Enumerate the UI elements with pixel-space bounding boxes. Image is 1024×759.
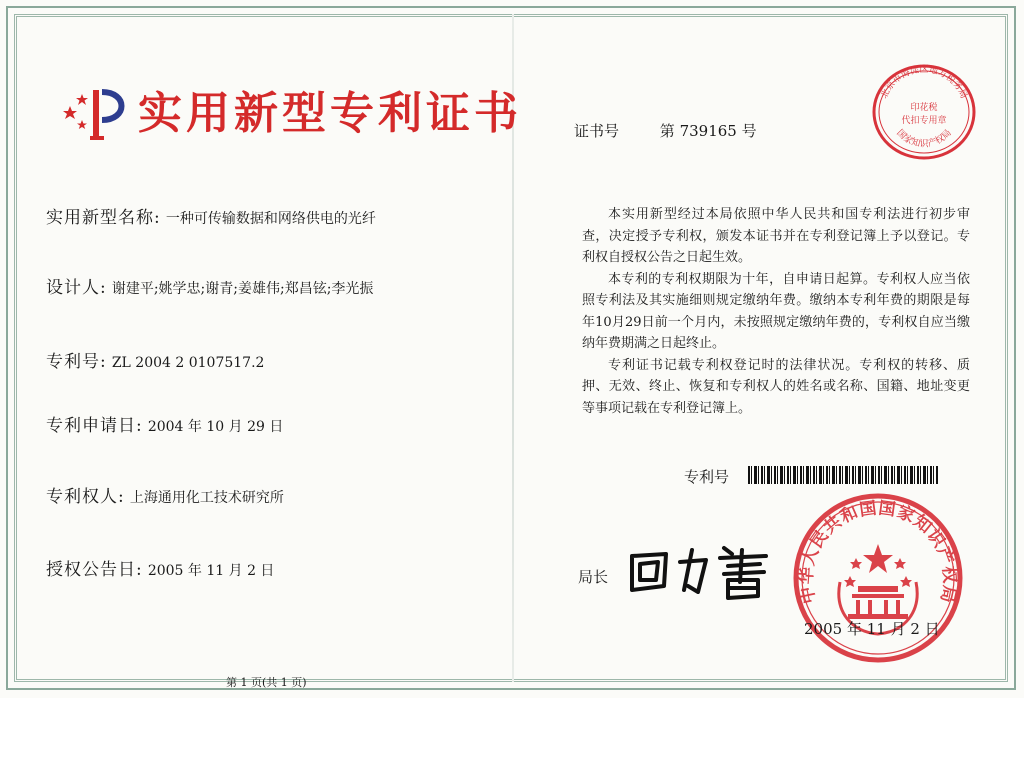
tax-stamp-seal-icon <box>868 60 980 164</box>
utility-model-name-row <box>46 203 376 228</box>
patentee-value: 上海通用化工技术研究所 <box>129 490 284 506</box>
director-signature-icon <box>624 540 774 602</box>
tax-seal-center-line: 印花税 <box>910 103 938 113</box>
body-paragraph: 本专利的专利权期限为十年，自申请日起算。专利权人应当依照专利法及其实施细则规定缴纳年费。缴纳本专利年费的期限是每年10月29日前一个月内，未按照规定缴纳年费的，专利权自应当缴纳年费期满之日起终止。 <box>582 271 970 351</box>
svg-text:国家知识产权局 <box>894 127 953 149</box>
grant-date-label: 授权公告日: <box>46 560 143 580</box>
application-date-value: 2004 年 10 月 29 日 <box>147 419 284 435</box>
designers-label: 设计人: <box>46 278 107 298</box>
tax-seal-center-line: 代扣专用章 <box>901 116 947 126</box>
utility-model-name-value: 一种可传输数据和网络供电的光纤 <box>165 211 376 227</box>
svg-text:北京市海淀区地方税务局 <box>878 63 970 100</box>
grant-date-row <box>46 555 274 580</box>
application-date-label: 专利申请日: <box>46 416 143 436</box>
certificate-number <box>574 120 757 141</box>
patent-number-value: ZL 2004 2 0107517.2 <box>111 355 265 371</box>
tax-seal-bottom-text: 国家知识产权局 <box>894 128 954 150</box>
director-label: 局长 <box>578 568 609 586</box>
patent-number-row <box>46 347 264 372</box>
official-seal-ring-text: 中华人民共和国国家知识产权局 <box>796 498 960 606</box>
body-paragraph: 专利证书记载专利权登记时的法律状况。专利权的转移、质押、无效、终止、恢复和专利权人的姓名或名称、国籍、地址变更等事项记载在专利登记簿上。 <box>582 357 970 416</box>
designers-value: 谢建平;姚学忠;谢青;姜雄伟;郑昌铉;李光振 <box>111 281 374 297</box>
patent-office-logo-icon <box>60 84 132 142</box>
designers-row <box>46 273 373 298</box>
certificate-body-text <box>582 204 970 419</box>
body-paragraph: 本实用新型经过本局依照中华人民共和国专利法进行初步审查，决定授予专利权，颁发本证书并在专利登记簿上予以登记。专利权自授权公告之日起生效。 <box>582 207 970 265</box>
utility-model-name-label: 实用新型名称: <box>46 208 161 228</box>
patentee-row <box>46 482 284 507</box>
certificate-number-value: 第 739165 号 <box>659 122 757 140</box>
grant-date-value: 2005 年 11 月 2 日 <box>147 563 275 579</box>
tax-seal-ring-text: 北京市海淀区地方税务局 <box>879 65 969 101</box>
patent-barcode <box>748 466 938 484</box>
blank-area <box>0 698 1024 759</box>
patentee-label: 专利权人: <box>46 487 125 507</box>
certificate-number-label: 证书号 <box>574 122 620 140</box>
patent-number-label: 专利号: <box>46 352 107 372</box>
barcode-label: 专利号 <box>684 468 730 486</box>
issue-date: 2005 年 11 月 2 日 <box>804 620 940 638</box>
page-number: 第 1 页(共 1 页) <box>226 676 307 689</box>
certificate-title: 实用新型专利证书 <box>138 88 522 139</box>
application-date-row <box>46 411 283 436</box>
